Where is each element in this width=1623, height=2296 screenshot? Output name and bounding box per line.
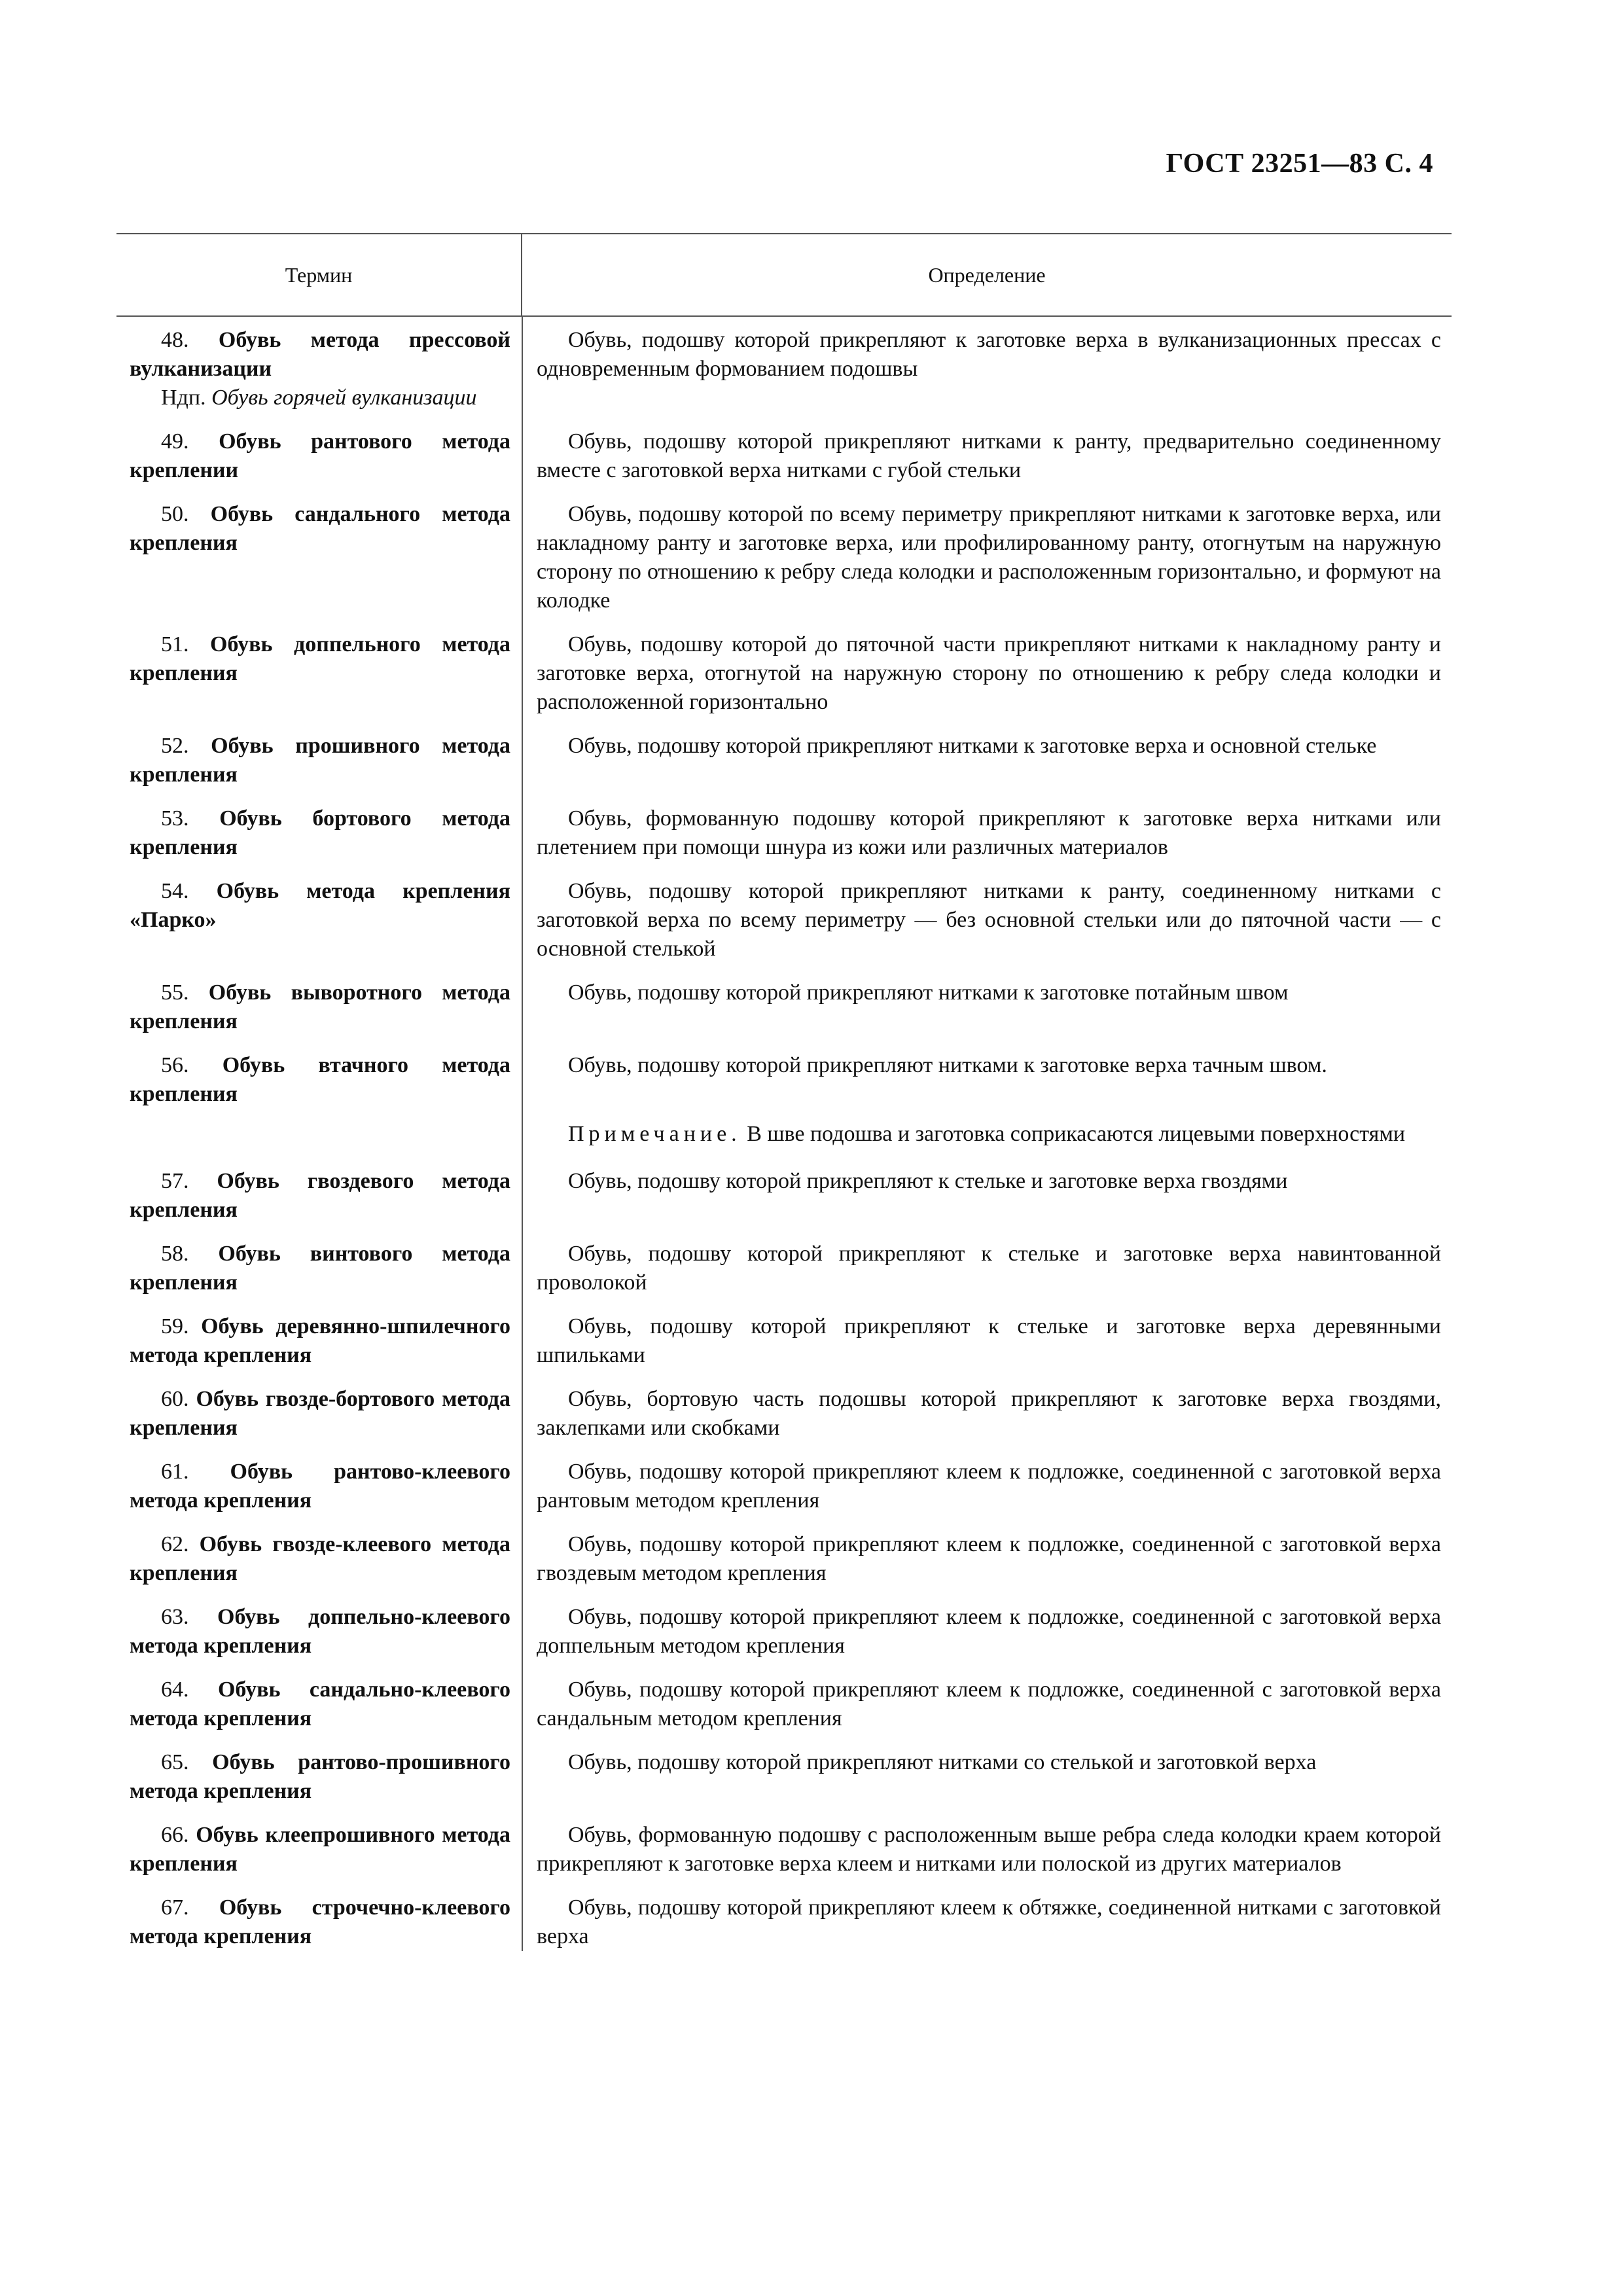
term-cell xyxy=(116,500,522,615)
term-number: 53. xyxy=(161,806,189,831)
term-cell xyxy=(116,877,522,963)
term-number: 61. xyxy=(161,1460,189,1484)
definition-cell: Обувь, формованную подошву которой прикрепляют к заготовке верха нитками или плетением при помощи шнура из кожи или различных материалов xyxy=(537,806,1441,859)
ndp-term: Обувь горячей вулканизации xyxy=(211,386,477,410)
term-cell xyxy=(116,427,522,485)
definition-cell: Обувь, подошву которой прикрепляют нитками к ранту, соединенному нитками с заготовкой верха по всему периметру — без основной стельки или до пяточной части — с основной стелькой xyxy=(537,879,1441,961)
term-name: Обувь строчечно-клеевого метода крепления xyxy=(130,1895,510,1948)
note-row xyxy=(116,1120,1452,1149)
term-number: 54. xyxy=(161,879,189,903)
term-name: Обувь деревянно-шпилечного метода крепления xyxy=(130,1314,510,1367)
term-name: Обувь доппельно-клеевого метода крепления xyxy=(130,1605,510,1658)
term-name: Обувь рантово-прошивного метода крепления xyxy=(130,1750,510,1803)
table-row xyxy=(116,1821,1452,1878)
term-number: 64. xyxy=(161,1677,189,1702)
definition-cell: Обувь, подошву которой прикрепляют к стельке и заготовке верха деревянными шпильками xyxy=(537,1314,1441,1367)
table-row xyxy=(116,804,1452,862)
table-row xyxy=(116,630,1452,717)
term-cell xyxy=(116,732,522,789)
term-number: 62. xyxy=(161,1532,189,1556)
term-name: Обувь бортового метода крепления xyxy=(130,806,511,859)
definition-cell: Обувь, подошву которой прикрепляют клеем к подложке, соединенной с заготовкой верха гвоздевым методом крепления xyxy=(537,1532,1441,1585)
table-row xyxy=(116,1167,1452,1225)
term-cell xyxy=(116,1458,522,1515)
term-number: 55. xyxy=(161,980,189,1005)
table-row xyxy=(116,317,1452,412)
note-cell xyxy=(522,1120,1452,1149)
definition-cell: Обувь, подошву которой по всему периметру прикрепляют нитками к заготовке верха, или накладному ранту и заготовке верха, или профилированному ранту, отогнутым на наружную сторону по отношению к ребру следа колодки и расположенным горизонтально, и формуют на колодке xyxy=(537,502,1441,613)
term-cell xyxy=(116,978,522,1036)
term-name: Обувь сандального метода крепления xyxy=(130,502,511,555)
table-row xyxy=(116,1385,1452,1443)
term-name: Обувь метода прессовой вулканизации xyxy=(130,328,510,381)
definition-cell: Обувь, бортовую часть подошвы которой прикрепляют к заготовке верха гвоздями, заклепками или скобками xyxy=(537,1387,1441,1440)
term-cell xyxy=(116,1748,522,1806)
term-number: 57. xyxy=(161,1169,189,1193)
term-cell xyxy=(116,1385,522,1443)
definition-cell: Обувь, подошву которой прикрепляют нитками к заготовке верха тачным швом. xyxy=(568,1053,1327,1077)
term-name: Обувь прошивного метода крепления xyxy=(130,734,510,787)
note-text: В шве подошва и заготовка соприкасаются лицевыми поверхностями xyxy=(747,1122,1406,1146)
definition-cell: Обувь, подошву которой прикрепляют к стельке и заготовке верха гвоздями xyxy=(568,1169,1288,1193)
definition-cell: Обувь, подошву которой прикрепляют клеем к обтяжке, соединенной нитками с заготовкой верха xyxy=(537,1895,1441,1948)
term-name: Обувь гвозде-бортового метода крепления xyxy=(130,1387,510,1440)
table-body xyxy=(116,317,1452,1951)
table-row xyxy=(116,1676,1452,1733)
term-number: 48. xyxy=(161,328,189,352)
term-number: 50. xyxy=(161,502,189,526)
definition-cell: Обувь, подошву которой прикрепляют к стельке и заготовке верха навинтованной проволокой xyxy=(537,1242,1441,1295)
term-number: 63. xyxy=(161,1605,189,1629)
table-row xyxy=(116,500,1452,615)
not-allowed-term xyxy=(130,384,510,412)
term-name: Обувь клеепрошивного метода крепления xyxy=(130,1823,510,1876)
term-cell xyxy=(116,1676,522,1733)
term-number: 60. xyxy=(161,1387,189,1411)
column-header-term: Термин xyxy=(116,234,522,315)
page-header: ГОСТ 23251—83 С. 4 xyxy=(1166,149,1433,179)
term-name: Обувь сандально-клеевого метода крепления xyxy=(130,1677,510,1731)
term-cell xyxy=(116,326,522,412)
term-name: Обувь втачного метода крепления xyxy=(130,1053,510,1106)
table-row xyxy=(116,1893,1452,1951)
term-number: 49. xyxy=(161,429,189,454)
table-header xyxy=(116,234,1452,317)
definition-cell: Обувь, подошву которой до пяточной части прикрепляют нитками к накладному ранту и заготовке верха, отогнутой на наружную сторону по отношению к ребру следа колодки и расположенной горизонтально xyxy=(537,632,1441,714)
term-cell xyxy=(116,1312,522,1370)
table-row xyxy=(116,1530,1452,1588)
term-cell xyxy=(116,804,522,862)
definition-cell: Обувь, подошву которой прикрепляют к заготовке верха в вулканизационных прессах с одновременным формованием подошвы xyxy=(537,328,1441,381)
table-row xyxy=(116,1051,1452,1109)
terms-table xyxy=(116,233,1452,1966)
ndp-label: Ндп. xyxy=(161,386,206,410)
definition-cell: Обувь, подошву которой прикрепляют клеем к подложке, соединенной с заготовкой верха рантовым методом крепления xyxy=(537,1460,1441,1513)
table-row xyxy=(116,978,1452,1036)
column-header-definition: Определение xyxy=(928,262,1046,287)
term-name: Обувь гвозде-клеевого метода крепления xyxy=(130,1532,511,1585)
term-number: 65. xyxy=(161,1750,189,1774)
note-label: Примечание. xyxy=(568,1122,741,1146)
table-row xyxy=(116,1312,1452,1370)
term-name: Обувь гвоздевого метода крепления xyxy=(130,1169,511,1222)
table-row xyxy=(116,732,1452,789)
term-name: Обувь рантово-клеевого метода крепления xyxy=(130,1460,511,1513)
table-row xyxy=(116,427,1452,485)
definition-cell: Обувь, подошву которой прикрепляют нитками к заготовке потайным швом xyxy=(568,980,1289,1005)
term-number: 58. xyxy=(161,1242,189,1266)
definition-cell: Обувь, подошву которой прикрепляют нитками со стелькой и заготовкой верха xyxy=(568,1750,1317,1774)
term-number: 67. xyxy=(161,1895,189,1920)
term-name: Обувь рантового метода креплении xyxy=(130,429,511,482)
term-cell xyxy=(116,1603,522,1660)
term-cell xyxy=(116,630,522,717)
term-number: 52. xyxy=(161,734,189,758)
table-row xyxy=(116,1240,1452,1297)
definition-cell: Обувь, формованную подошву с расположенным выше ребра следа колодки краем которой прикрепляют к заготовке верха клеем и нитками или полоской из других материалов xyxy=(537,1823,1441,1876)
definition-cell: Обувь, подошву которой прикрепляют нитками к заготовке верха и основной стельке xyxy=(568,734,1377,758)
term-cell xyxy=(116,1821,522,1878)
term-number: 51. xyxy=(161,632,189,656)
term-name: Обувь выворотного метода крепления xyxy=(130,980,510,1033)
term-cell xyxy=(116,1240,522,1297)
term-cell xyxy=(116,1893,522,1951)
term-number: 59. xyxy=(161,1314,189,1338)
term-number: 56. xyxy=(161,1053,189,1077)
table-row xyxy=(116,877,1452,963)
term-number: 66. xyxy=(161,1823,189,1847)
definition-cell: Обувь, подошву которой прикрепляют клеем к подложке, соединенной с заготовкой верха сандальным методом крепления xyxy=(537,1677,1441,1731)
definition-cell: Обувь, подошву которой прикрепляют нитками к ранту, предварительно соединенному вместе с заготовкой верха нитками с губой стельки xyxy=(537,429,1441,482)
term-cell xyxy=(116,1530,522,1588)
table-row xyxy=(116,1458,1452,1515)
term-name: Обувь метода крепления «Парко» xyxy=(130,879,510,932)
term-cell xyxy=(116,1051,522,1109)
term-cell xyxy=(116,1167,522,1225)
table-row xyxy=(116,1603,1452,1660)
term-name: Обувь винтового метода крепления xyxy=(130,1242,510,1295)
table-row xyxy=(116,1748,1452,1806)
term-name: Обувь доппельного метода крепления xyxy=(130,632,511,685)
definition-cell: Обувь, подошву которой прикрепляют клеем к подложке, соединенной с заготовкой верха доппельным методом крепления xyxy=(537,1605,1441,1658)
